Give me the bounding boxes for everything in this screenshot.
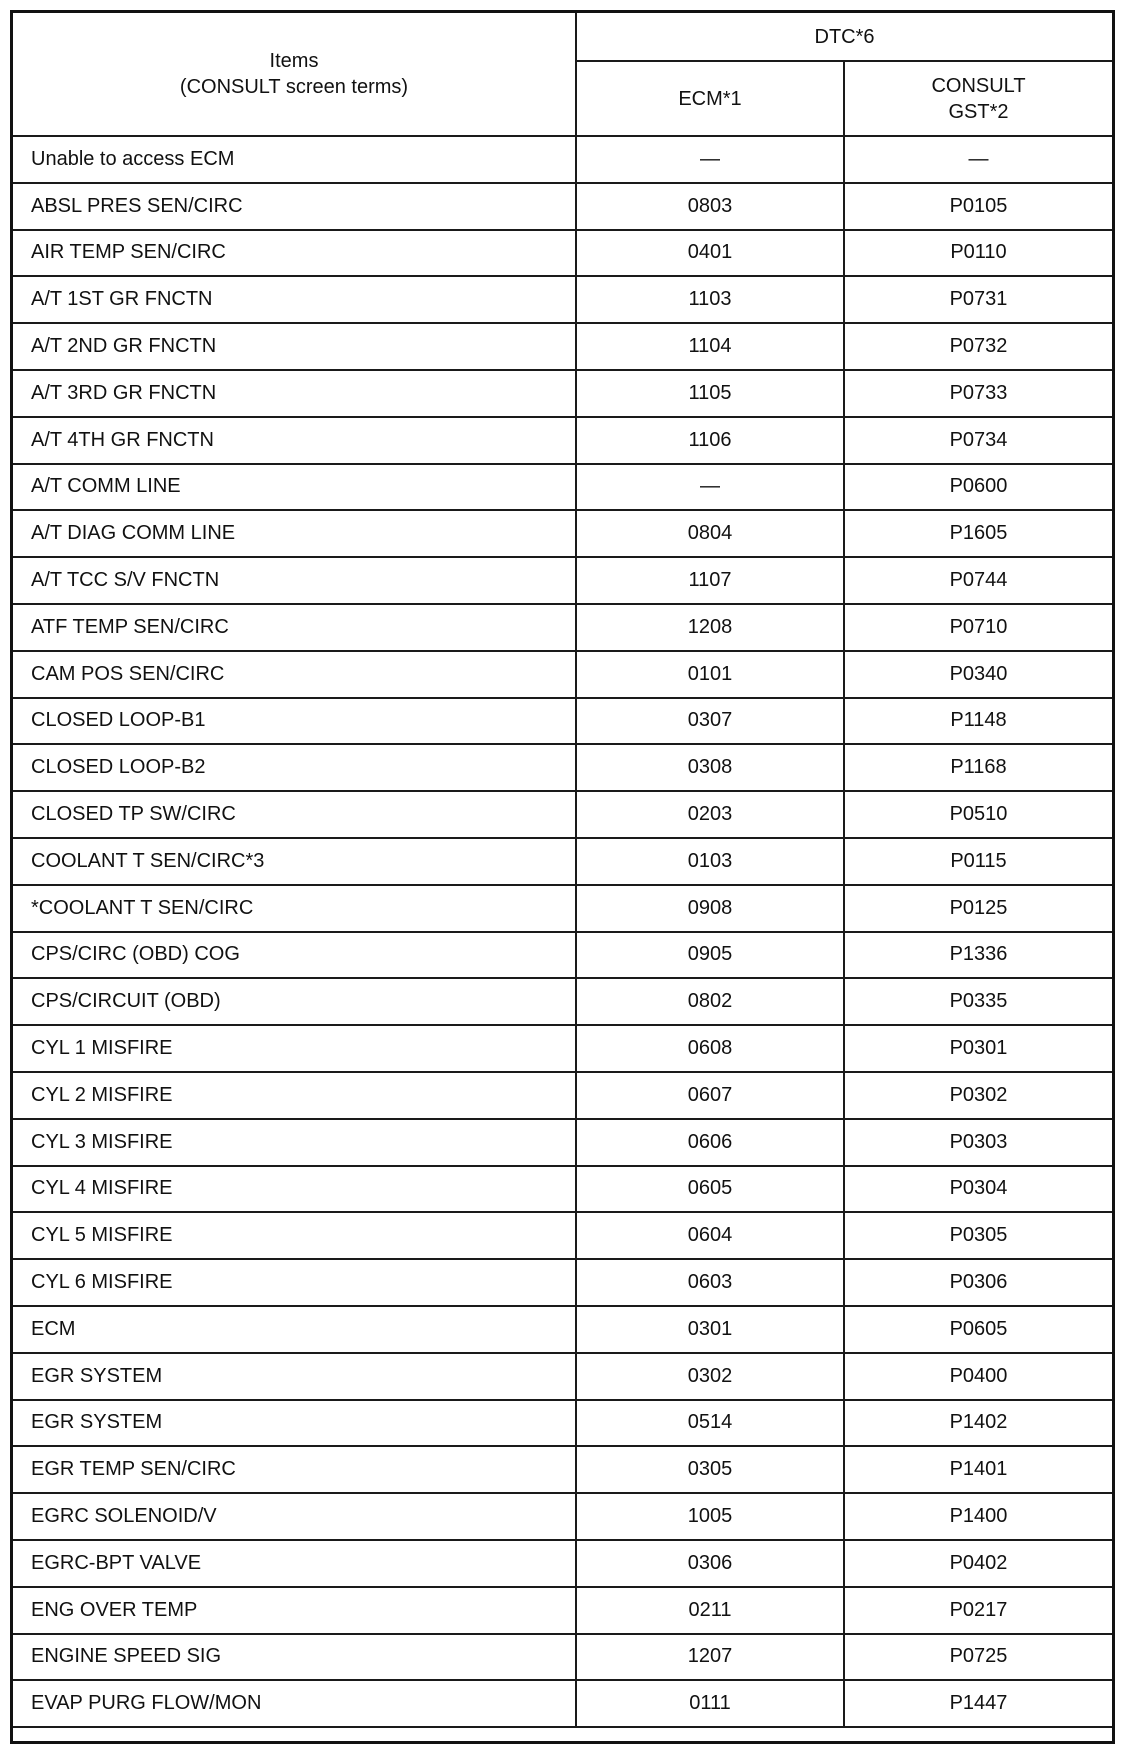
gst-code-cell: P0110 xyxy=(844,230,1113,277)
item-cell: EVAP PURG FLOW/MON xyxy=(12,1680,576,1727)
table-row xyxy=(12,604,1113,651)
table-row xyxy=(12,1166,1113,1213)
item-cell: *COOLANT T SEN/CIRC xyxy=(12,885,576,932)
ecm-code-cell: 0608 xyxy=(576,1025,844,1072)
ecm-code-cell: 0101 xyxy=(576,651,844,698)
table-row xyxy=(12,417,1113,464)
gst-code-cell: P0302 xyxy=(844,1072,1113,1119)
gst-column-header xyxy=(844,61,1113,136)
gst-code-cell: P0115 xyxy=(844,838,1113,885)
header-row xyxy=(12,12,1113,61)
ecm-code-cell: 0111 xyxy=(576,1680,844,1727)
table-header xyxy=(12,12,1113,136)
table-row xyxy=(12,1259,1113,1306)
item-cell: CYL 2 MISFIRE xyxy=(12,1072,576,1119)
gst-code-cell: P1401 xyxy=(844,1446,1113,1493)
ecm-code-cell: 0803 xyxy=(576,183,844,230)
table-row xyxy=(12,1493,1113,1540)
ecm-code-cell: 0514 xyxy=(576,1400,844,1447)
ecm-code-cell: 0908 xyxy=(576,885,844,932)
items-header-line2: (CONSULT screen terms) xyxy=(179,76,409,98)
item-cell: CPS/CIRC (OBD) COG xyxy=(12,932,576,979)
table-row xyxy=(12,1212,1113,1259)
item-cell: EGR TEMP SEN/CIRC xyxy=(12,1446,576,1493)
gst-code-cell: P0744 xyxy=(844,557,1113,604)
table-row xyxy=(12,510,1113,557)
table-row xyxy=(12,1072,1113,1119)
gst-code-cell: P0305 xyxy=(844,1212,1113,1259)
ecm-code-cell: 0306 xyxy=(576,1540,844,1587)
ecm-code-cell: 1208 xyxy=(576,604,844,651)
gst-code-cell: P0733 xyxy=(844,370,1113,417)
item-cell: EGR SYSTEM xyxy=(12,1353,576,1400)
item-cell: CYL 1 MISFIRE xyxy=(12,1025,576,1072)
table-row xyxy=(12,464,1113,511)
table-row xyxy=(12,557,1113,604)
item-cell: COOLANT T SEN/CIRC*3 xyxy=(12,838,576,885)
item-cell: A/T 2ND GR FNCTN xyxy=(12,323,576,370)
gst-code-cell: P0732 xyxy=(844,323,1113,370)
ecm-code-cell: 1103 xyxy=(576,276,844,323)
item-cell: EGR SYSTEM xyxy=(12,1400,576,1447)
gst-code-cell: P0335 xyxy=(844,978,1113,1025)
table-row xyxy=(12,838,1113,885)
ecm-code-cell: 1005 xyxy=(576,1493,844,1540)
ecm-code-cell: 0607 xyxy=(576,1072,844,1119)
ecm-code-cell: 1107 xyxy=(576,557,844,604)
gst-header-line2: GST*2 xyxy=(948,100,1009,123)
gst-code-cell: P0400 xyxy=(844,1353,1113,1400)
table-row xyxy=(12,651,1113,698)
table-row xyxy=(12,1540,1113,1587)
table-row xyxy=(12,230,1113,277)
table-row xyxy=(12,1025,1113,1072)
ecm-code-cell: — xyxy=(576,464,844,511)
dtc-table xyxy=(11,11,1114,1728)
item-cell: CYL 4 MISFIRE xyxy=(12,1166,576,1213)
item-cell: CAM POS SEN/CIRC xyxy=(12,651,576,698)
ecm-code-cell: — xyxy=(576,136,844,183)
table-row xyxy=(12,370,1113,417)
table-row xyxy=(12,1400,1113,1447)
ecm-code-cell: 0103 xyxy=(576,838,844,885)
ecm-code-cell: 0305 xyxy=(576,1446,844,1493)
ecm-code-cell: 0308 xyxy=(576,744,844,791)
table-row xyxy=(12,1446,1113,1493)
item-cell: CYL 5 MISFIRE xyxy=(12,1212,576,1259)
table-row xyxy=(12,932,1113,979)
gst-code-cell: P0303 xyxy=(844,1119,1113,1166)
table-row xyxy=(12,183,1113,230)
gst-code-cell: P1336 xyxy=(844,932,1113,979)
ecm-code-cell: 0804 xyxy=(576,510,844,557)
item-cell: CYL 6 MISFIRE xyxy=(12,1259,576,1306)
gst-code-cell: P1605 xyxy=(844,510,1113,557)
table-row xyxy=(12,1306,1113,1353)
ecm-code-cell: 0203 xyxy=(576,791,844,838)
dtc-group-header: DTC*6 xyxy=(576,12,1113,61)
gst-code-cell: — xyxy=(844,136,1113,183)
gst-code-cell: P0510 xyxy=(844,791,1113,838)
item-cell: A/T 1ST GR FNCTN xyxy=(12,276,576,323)
ecm-code-cell: 0802 xyxy=(576,978,844,1025)
gst-code-cell: P0725 xyxy=(844,1634,1113,1681)
item-cell: ABSL PRES SEN/CIRC xyxy=(12,183,576,230)
ecm-code-cell: 0606 xyxy=(576,1119,844,1166)
table-row xyxy=(12,791,1113,838)
item-cell: AIR TEMP SEN/CIRC xyxy=(12,230,576,277)
gst-code-cell: P0734 xyxy=(844,417,1113,464)
table-row xyxy=(12,978,1113,1025)
item-cell: CLOSED LOOP-B2 xyxy=(12,744,576,791)
ecm-code-cell: 0604 xyxy=(576,1212,844,1259)
item-cell: A/T DIAG COMM LINE xyxy=(12,510,576,557)
gst-code-cell: P0340 xyxy=(844,651,1113,698)
ecm-code-cell: 1207 xyxy=(576,1634,844,1681)
table-row xyxy=(12,1353,1113,1400)
gst-code-cell: P0105 xyxy=(844,183,1113,230)
item-cell: CLOSED LOOP-B1 xyxy=(12,698,576,745)
item-cell: ECM xyxy=(12,1306,576,1353)
ecm-code-cell: 0401 xyxy=(576,230,844,277)
item-cell: CYL 3 MISFIRE xyxy=(12,1119,576,1166)
ecm-code-cell: 0605 xyxy=(576,1166,844,1213)
table-row xyxy=(12,1634,1113,1681)
ecm-code-cell: 1105 xyxy=(576,370,844,417)
gst-header-line1: CONSULT xyxy=(931,74,1026,97)
table-row xyxy=(12,1587,1113,1634)
item-cell: Unable to access ECM xyxy=(12,136,576,183)
gst-code-cell: P0710 xyxy=(844,604,1113,651)
gst-code-cell: P1168 xyxy=(844,744,1113,791)
item-cell: ATF TEMP SEN/CIRC xyxy=(12,604,576,651)
gst-code-cell: P0731 xyxy=(844,276,1113,323)
table-row xyxy=(12,136,1113,183)
ecm-code-cell: 0302 xyxy=(576,1353,844,1400)
ecm-code-cell: 0211 xyxy=(576,1587,844,1634)
item-cell: A/T 3RD GR FNCTN xyxy=(12,370,576,417)
table-row xyxy=(12,1119,1113,1166)
ecm-code-cell: 0905 xyxy=(576,932,844,979)
table-row xyxy=(12,1680,1113,1727)
item-cell: EGRC-BPT VALVE xyxy=(12,1540,576,1587)
gst-code-cell: P1400 xyxy=(844,1493,1113,1540)
table-row xyxy=(12,744,1113,791)
ecm-code-cell: 1104 xyxy=(576,323,844,370)
item-cell: ENG OVER TEMP xyxy=(12,1587,576,1634)
gst-code-cell: P0402 xyxy=(844,1540,1113,1587)
items-column-header xyxy=(12,12,576,136)
table-row xyxy=(12,698,1113,745)
item-cell: A/T COMM LINE xyxy=(12,464,576,511)
item-cell: CLOSED TP SW/CIRC xyxy=(12,791,576,838)
table-row xyxy=(12,276,1113,323)
table-row xyxy=(12,885,1113,932)
gst-code-cell: P0600 xyxy=(844,464,1113,511)
item-cell: A/T 4TH GR FNCTN xyxy=(12,417,576,464)
gst-code-cell: P0304 xyxy=(844,1166,1113,1213)
gst-code-cell: P0125 xyxy=(844,885,1113,932)
table-row xyxy=(12,323,1113,370)
gst-code-cell: P0217 xyxy=(844,1587,1113,1634)
gst-code-cell: P0306 xyxy=(844,1259,1113,1306)
ecm-code-cell: 0301 xyxy=(576,1306,844,1353)
ecm-code-cell: 0603 xyxy=(576,1259,844,1306)
gst-code-cell: P0301 xyxy=(844,1025,1113,1072)
gst-code-cell: P0605 xyxy=(844,1306,1113,1353)
ecm-column-header: ECM*1 xyxy=(576,61,844,136)
gst-code-cell: P1402 xyxy=(844,1400,1113,1447)
ecm-code-cell: 0307 xyxy=(576,698,844,745)
item-cell: ENGINE SPEED SIG xyxy=(12,1634,576,1681)
item-cell: A/T TCC S/V FNCTN xyxy=(12,557,576,604)
table-body xyxy=(12,136,1113,1727)
items-header-line1: Items xyxy=(269,50,319,72)
gst-code-cell: P1447 xyxy=(844,1680,1113,1727)
gst-code-cell: P1148 xyxy=(844,698,1113,745)
item-cell: EGRC SOLENOID/V xyxy=(12,1493,576,1540)
item-cell: CPS/CIRCUIT (OBD) xyxy=(12,978,576,1025)
ecm-code-cell: 1106 xyxy=(576,417,844,464)
